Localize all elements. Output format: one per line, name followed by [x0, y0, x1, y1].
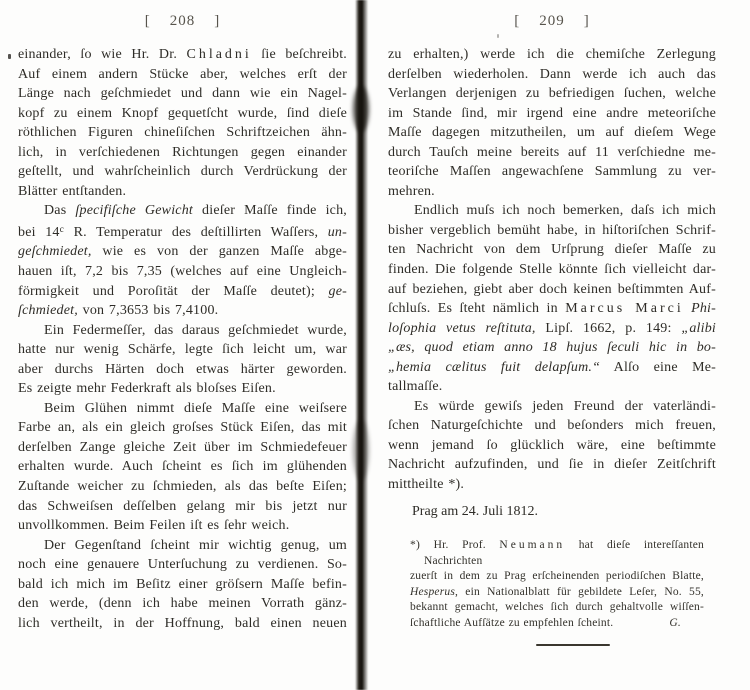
text-segment: Der Gegenſtand ſcheint mir wichtig genug, um	[44, 537, 347, 553]
text-segment: derſelben Zange gleiche Zeit über im Schmiedefeuer	[18, 439, 347, 455]
scan-speck	[8, 54, 11, 59]
text-line	[388, 221, 716, 241]
text-segment: ſchluſs. Es ſteht nämlich in	[388, 301, 566, 317]
text-segment: ge-	[328, 283, 347, 299]
text-segment: Phi-	[691, 301, 716, 317]
text-segment: un-	[327, 224, 347, 240]
text-segment	[684, 301, 691, 316]
text-segment: tallmaſſe.	[388, 379, 443, 395]
text-segment: Auf einem andern Stücke aber, welches erſt der	[18, 66, 347, 82]
text-segment: Zuſtande weicher zu ſchmieden, als das beſte Eiſen;	[18, 479, 347, 495]
gutter-shadow-blob	[353, 86, 369, 132]
paragraph	[18, 536, 347, 634]
text-line	[18, 201, 347, 221]
text-segment: loſophia vetus reſtituta,	[388, 320, 536, 336]
text-line	[388, 240, 716, 260]
text-segment: Endlich muſs ich noch bemerken, daſs ich mich	[414, 203, 716, 219]
text-line	[388, 455, 716, 475]
text-segment: Blätter entſtanden.	[18, 183, 127, 199]
text-segment: ſchaftliche Aufſätze zu empfehlen ſcheint.	[410, 616, 614, 629]
text-segment: mittheilte *).	[388, 477, 465, 493]
text-segment: das Schweiſsen deſſelben gelang mir bis jetzt nur	[18, 498, 347, 514]
text-segment: c	[59, 224, 65, 235]
text-segment: zu erhalten,) werde ich die chemiſche Zerlegung	[388, 47, 716, 62]
text-line	[18, 438, 347, 458]
text-line	[388, 299, 716, 319]
text-line	[388, 84, 716, 104]
text-segment: Das	[44, 203, 76, 219]
paragraph	[18, 201, 347, 320]
text-segment: hauen iſt, 7,2 bis 7,35 (welches auf eine Ungleich-	[18, 264, 347, 280]
text-line	[388, 123, 716, 143]
gutter-shadow-blob	[353, 420, 369, 480]
paragraph	[388, 45, 716, 201]
text-line	[18, 360, 347, 380]
page-number-left: [ 208 ]	[144, 13, 221, 29]
text-line	[18, 516, 347, 536]
text-line	[388, 397, 716, 417]
text-segment: lich vertheilt, in der Hoffnung, bald einen neuen	[18, 615, 347, 631]
page-number-right: [ 209 ]	[514, 13, 590, 29]
text-line	[388, 319, 716, 339]
text-segment: ten Nachricht von dem Urſprung dieſer Maſſe zu	[388, 242, 716, 258]
text-segment: lich, in verſchiedenen Richtungen gegen einander	[18, 144, 347, 160]
paragraph	[388, 201, 716, 396]
text-segment: den werde, (denn ich habe meinen Vorrath gänz-	[18, 596, 347, 612]
text-segment: Chladni	[186, 47, 252, 62]
text-segment: geſtellt, und wahrſcheinlich durch Verdrückung der	[18, 164, 347, 180]
text-line	[18, 84, 347, 104]
text-line	[388, 260, 716, 280]
paragraph	[18, 399, 347, 536]
text-segment: Länge nach geſchmiedet und dann wie ein Nagel-	[18, 86, 347, 102]
text-line	[18, 65, 347, 85]
text-line	[18, 457, 347, 477]
text-segment: Verlangen derjenigen zu befriedigen ſuchen, welche	[388, 86, 716, 102]
text-segment: einander, ſo wie Hr. Dr.	[18, 47, 187, 62]
text-segment: bisher vergeblich bemüht habe, in hiſtoriſchen Schrif-	[388, 222, 716, 238]
text-segment: Es zeigte mehr Federkraft als bloſses Eiſen.	[18, 381, 276, 397]
left-page-text	[18, 45, 347, 633]
text-segment: Lipſ. 1662, p. 149:	[535, 320, 682, 336]
text-line	[18, 104, 347, 124]
text-line	[388, 65, 716, 85]
text-line	[388, 358, 716, 378]
text-line	[18, 614, 347, 634]
text-line	[18, 242, 347, 262]
paragraph	[18, 45, 347, 201]
text-segment: Es würde gewiſs jeden Freund der vaterländi-	[414, 398, 716, 414]
text-segment: Nachricht aufzufinden, und ſie in dieſer Zeitſchrift	[388, 457, 716, 473]
text-line	[18, 123, 347, 143]
text-line	[18, 594, 347, 614]
page-right	[388, 0, 716, 690]
text-line	[18, 379, 347, 399]
text-segment: wenn jemand ſo glücklich wäre, eine beſtimmte	[388, 437, 716, 453]
text-line	[410, 616, 704, 632]
footnote	[410, 538, 704, 631]
text-line	[388, 143, 716, 163]
page-left	[18, 0, 347, 690]
text-line	[388, 338, 716, 358]
text-line	[410, 600, 704, 616]
text-segment: Neumann	[499, 539, 566, 552]
text-segment: erhalten wurde. Auch ſcheint es ſich im glühenden	[18, 459, 347, 475]
text-line	[388, 104, 716, 124]
text-segment: kopf zu einem Knopf gequetſcht wurde, ſind dieſe	[18, 105, 347, 121]
text-line	[18, 340, 347, 360]
text-line	[18, 262, 347, 282]
text-segment: „alibi	[681, 320, 716, 336]
text-line	[18, 221, 347, 243]
text-segment: „hemia cælitus fuit delapſum.“	[388, 359, 601, 375]
text-segment: bald ich mich im Beſitz einer gröſsern Maſſe befin-	[18, 576, 347, 592]
text-segment: finden. Die folgende Stelle könnte ſich vielleicht dar-	[388, 262, 716, 278]
text-line	[410, 569, 704, 585]
text-segment: durch Tauſch meine bereits auf 11 verſchiedne me-	[388, 144, 716, 160]
text-segment: Beim Glühen nimmt dieſe Maſſe eine weiſsere	[44, 400, 347, 416]
text-line	[388, 475, 716, 495]
text-segment: dieſer Maſſe finde ich,	[193, 203, 347, 219]
text-segment: von 7,3653 bis 7,4100.	[77, 303, 219, 319]
text-line	[18, 301, 347, 321]
text-segment: röthlichen Figuren chineſiſchen Schriftzeichen ähn-	[18, 125, 347, 141]
text-line	[388, 436, 716, 456]
text-line	[18, 418, 347, 438]
text-line	[388, 201, 716, 221]
right-page-text	[388, 45, 716, 495]
text-segment: Ein Federmeſſer, das daraus geſchmiedet wurde,	[44, 322, 347, 338]
text-segment: geſchmiedet,	[18, 244, 92, 260]
text-segment: mehren.	[388, 183, 435, 199]
text-line	[388, 162, 716, 182]
text-segment: ſchmiedet,	[18, 303, 78, 319]
text-line	[18, 143, 347, 163]
text-segment: im Stande ſind, mir irgend eine andre meteoriſche	[388, 105, 716, 121]
text-segment: hatte nur wenig Schärfe, legte ſich leicht um, war	[18, 342, 347, 358]
text-line	[18, 321, 347, 341]
text-line	[18, 575, 347, 595]
text-segment: hat dieſe intereſſanten Nachrichten	[424, 539, 704, 567]
paragraph	[388, 397, 716, 495]
text-segment: derſelben wiederholen. Dann werde ich auch das	[388, 66, 716, 82]
text-line	[388, 416, 716, 436]
text-line	[18, 45, 347, 65]
text-line	[388, 377, 716, 397]
text-segment: Marcus Marci	[565, 301, 684, 317]
paragraph	[18, 321, 347, 399]
dateline: Prag am 24. Juli 1812.	[412, 503, 538, 519]
text-segment: teoriſche Maſſen angewachſene Sammlung zu ver-	[388, 164, 716, 180]
text-segment: zuerſt in dem zu Prag erſcheinenden periodiſchen Blatte,	[410, 570, 704, 583]
scan-speck	[497, 34, 499, 38]
paragraph	[410, 538, 704, 631]
text-segment: R. Temperatur des deſtillirten Waſſers,	[64, 224, 328, 240]
text-line	[410, 538, 704, 569]
text-segment: „æs, quod etiam anno 18 hujus ſeculi hic in bo-	[388, 340, 716, 356]
text-segment: ſie beſchreibt.	[251, 47, 347, 62]
text-segment: Alſo eine Me-	[600, 359, 717, 375]
text-line	[18, 497, 347, 517]
text-segment: Hesperus	[410, 585, 456, 598]
text-line	[18, 282, 347, 302]
text-segment: noch eine genauere Unterſuchung zu verdienen. So-	[18, 557, 347, 573]
text-line	[388, 45, 716, 65]
text-line	[388, 182, 716, 202]
footnote-rule	[536, 644, 610, 646]
text-line	[18, 536, 347, 556]
text-line	[18, 555, 347, 575]
text-line	[18, 399, 347, 419]
text-line	[18, 182, 347, 202]
text-segment: G.	[669, 616, 681, 629]
text-segment: auf beziehen, giebt aber doch keinen beſtimmten Auf-	[388, 281, 716, 297]
text-segment: bei 14	[18, 224, 60, 240]
text-segment: Farbe an, als ein gleich groſses Stück Eiſen, das mit	[18, 420, 347, 436]
text-line	[410, 585, 704, 601]
text-segment: *) Hr. Prof.	[410, 539, 500, 552]
text-segment: bekannt gemacht, welches ſich durch gehaltvolle wiſſen-	[410, 601, 704, 614]
text-segment: ſchen Naturgeſchichte und beſonders mich freuen,	[388, 418, 716, 434]
text-segment: , ein Nationalblatt für gebildete Leſer, No. 55,	[455, 585, 704, 598]
text-segment: Maſſe dagegen mitzutheilen, um auf dieſem Wege	[388, 125, 716, 141]
text-segment: aber durchs Härten doch etwas härter geworden.	[18, 361, 347, 377]
text-segment: unvollkommen. Beim Feilen iſt es ſehr weich.	[18, 518, 290, 534]
text-segment: ſpecifiſche Gewicht	[75, 203, 193, 219]
text-line	[18, 162, 347, 182]
text-segment: wie es von der ganzen Maſſe abge-	[91, 244, 347, 260]
text-line	[388, 280, 716, 300]
text-line	[18, 477, 347, 497]
text-segment: förmigkeit und Poroſität der Maſſe deutet);	[18, 283, 329, 299]
